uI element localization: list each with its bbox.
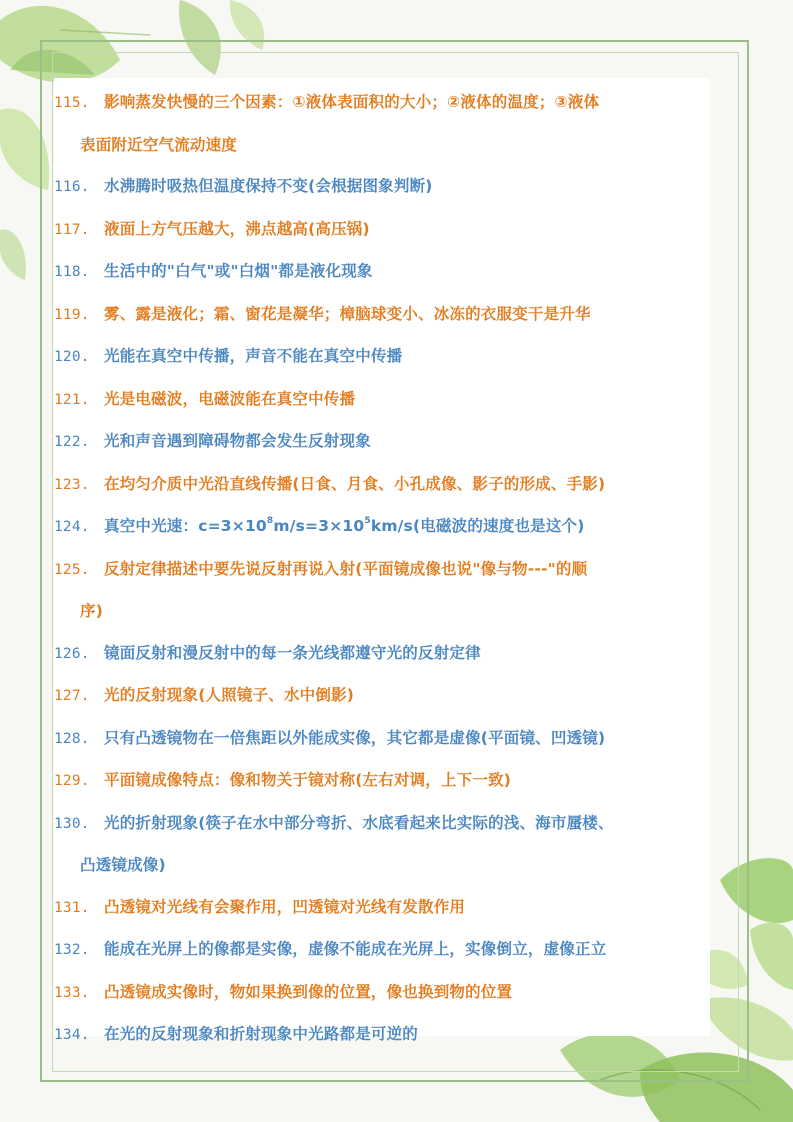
list-item: 129. 平面镜成像特点：像和物关于镜对称(左右对调，上下一致) — [54, 771, 512, 789]
list-item: 115. 影响蒸发快慢的三个因素：①液体表面积的大小；②液体的温度；③液体 表面附近空气流动速度 — [54, 93, 600, 154]
list-item: 120. 光能在真空中传播，声音不能在真空中传播 — [54, 347, 403, 365]
list-item: 125. 反射定律描述中要先说反射再说入射(平面镜成像也说"像与物---"的顺 序) — [54, 559, 588, 620]
list-item: 124. 真空中光速：$c=3\times 10^8m/s=3\times 10^5km/s$(电磁波的速度也是这个) — [54, 515, 585, 535]
list-item: 132. 能成在光屏上的像都是实像，虚像不能成在光屏上，实像倒立，虚像正立 — [54, 940, 607, 958]
list-item: 121. 光是电磁波，电磁波能在真空中传播 — [54, 389, 356, 408]
list-item: 117. 液面上方气压越大，沸点越高(高压锅) — [54, 219, 370, 238]
list-item: 134. 在光的反射现象和折射现象中光路都是可逆的 — [54, 1025, 419, 1043]
physics-notes-list — [54, 82, 714, 1057]
list-item: 126. 镜面反射和漫反射中的每一条光线都遵守光的反射定律 — [54, 643, 481, 662]
list-item: 127. 光的反射现象(人照镜子、水中倒影) — [54, 686, 355, 704]
list-item: 123. 在均匀介质中光沿直线传播(日食、月食、小孔成像、影子的形成、手影) — [54, 474, 606, 493]
list-item: 119. 雾、露是液化；霜、窗花是凝华；樟脑球变小、冰冻的衣服变干是升华 — [54, 304, 591, 323]
list-item: 118. 生活中的"白气"或"白烟"都是液化现象 — [54, 262, 373, 280]
list-item: 131. 凸透镜对光线有会聚作用，凹透镜对光线有发散作用 — [54, 897, 466, 916]
list-item: 133. 凸透镜成实像时，物如果换到像的位置，像也换到物的位置 — [54, 982, 513, 1001]
list-item: 128. 只有凸透镜物在一倍焦距以外能成实像，其它都是虚像(平面镜、凹透镜) — [54, 728, 606, 747]
list-item: 122. 光和声音遇到障碍物都会发生反射现象 — [54, 432, 371, 450]
list-item: 116. 水沸腾时吸热但温度保持不变(会根据图象判断) — [54, 177, 433, 195]
list-item: 130. 光的折射现象(筷子在水中部分弯折、水底看起来比实际的浅、海市蜃楼、 凸透镜成像) — [54, 813, 614, 874]
